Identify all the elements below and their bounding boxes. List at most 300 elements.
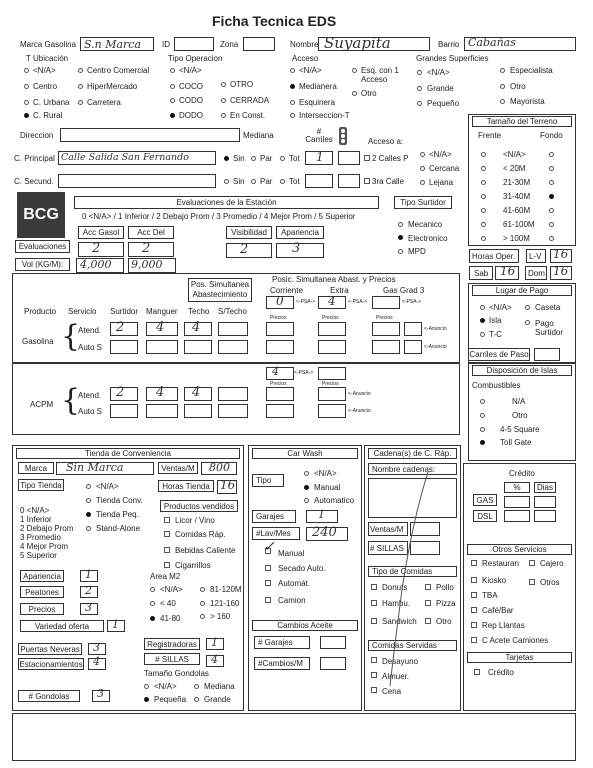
acpm-surtidor-value: 2: [116, 385, 125, 400]
producto-option: Comidas Ráp.: [175, 530, 226, 539]
ubicacion-option: Centro Comercial: [87, 66, 150, 75]
frente-radio[interactable]: [481, 194, 486, 199]
surtidor-title: Tipo Surtidor: [394, 196, 452, 209]
gas-manguer-value: 4: [156, 320, 165, 335]
frente-label: Frente: [478, 131, 502, 140]
carriles-secund-extra[interactable]: [338, 174, 360, 188]
acpm-auto-manguer[interactable]: [146, 404, 178, 418]
acc-del-header: Acc Del: [128, 226, 174, 239]
apariencia-header: Apariencia: [276, 226, 324, 239]
mediana-tot-radio-2[interactable]: [280, 179, 285, 184]
sin-label: Sin: [233, 154, 245, 163]
superficies-radio[interactable]: [500, 84, 505, 89]
acc-del-value: 2: [142, 241, 151, 256]
psa-label: <-PSA->: [296, 299, 316, 305]
carriles-principal-value: 1: [316, 150, 324, 164]
carriles-secund-field[interactable]: [305, 174, 333, 188]
gas-precio-4[interactable]: [404, 322, 422, 336]
otros-option: Rep Llantas: [482, 621, 525, 630]
acpm-auto-stecho[interactable]: [218, 404, 248, 418]
operacion-radio[interactable]: [221, 113, 226, 118]
extra-pos-value: 4: [328, 294, 336, 308]
gas-surtidor-value: 2: [116, 320, 125, 335]
tienda-title: Tienda de Conveniencia: [16, 448, 240, 459]
carwash-option-checkbox[interactable]: [265, 565, 271, 571]
credito-gas-dias-field[interactable]: [534, 496, 556, 508]
acpm-precio-3[interactable]: [266, 404, 294, 418]
operacion-option: En Const.: [230, 111, 266, 120]
tipo-tienda-radio[interactable]: [86, 498, 91, 503]
id-field[interactable]: [174, 37, 214, 51]
servida-checkbox[interactable]: [371, 672, 377, 678]
acceso-radio[interactable]: [290, 113, 295, 118]
barrio-label: Barrio: [438, 40, 460, 49]
islas-radio[interactable]: [480, 413, 485, 418]
otros-checkbox[interactable]: [471, 592, 477, 598]
peatones-value: 2: [85, 584, 92, 597]
gas-auto-manguer-field[interactable]: [146, 340, 178, 354]
carwash-tipo-option: Manual: [314, 483, 341, 492]
acceso-radio[interactable]: [290, 68, 295, 73]
tipo-tienda-option: Stand-Alone: [96, 524, 141, 533]
psa-label-4: <-PSA->: [294, 370, 314, 376]
frente-radio[interactable]: [481, 222, 486, 227]
precios-label-5: Precios: [322, 381, 339, 387]
otros-checkbox[interactable]: [529, 579, 535, 585]
gas-techo-value: 4: [192, 320, 201, 335]
producto-checkbox[interactable]: [164, 562, 170, 568]
fondo-radio[interactable]: [549, 222, 554, 227]
carwash-tipo-radio-selected[interactable]: [304, 485, 309, 490]
carwash-option: Manual: [278, 549, 305, 558]
area-radio[interactable]: [200, 614, 205, 619]
ubicacion-radio[interactable]: [78, 68, 83, 73]
comida-option: Hambu.: [382, 599, 411, 608]
puertas-label: Puertas Neveras: [18, 643, 82, 655]
cadena-ventas-label: Ventas/M: [370, 525, 404, 534]
ubicacion-radio[interactable]: [78, 100, 83, 105]
ubicacion-option: Carretera: [87, 98, 121, 107]
variedad-label: Variedad oferta: [20, 620, 104, 632]
cambios-mes-field[interactable]: [320, 657, 346, 670]
tarjetas-checkbox[interactable]: [474, 669, 480, 675]
superficies-option: Grande: [427, 84, 454, 93]
tamano-radio[interactable]: [194, 684, 199, 689]
carwash-option-checkbox[interactable]: [265, 580, 271, 586]
area-radio[interactable]: [150, 601, 155, 606]
producto-option: Cigarrillos: [175, 561, 211, 570]
operacion-option: <N/A>: [179, 66, 202, 75]
frente-radio[interactable]: [481, 236, 486, 241]
fondo-radio[interactable]: [549, 152, 554, 157]
islas-radio-selected[interactable]: [480, 440, 485, 445]
otros-option: Otros: [540, 578, 560, 587]
gas3-pos-field[interactable]: [372, 296, 400, 309]
mediana-sin-radio-2[interactable]: [224, 179, 229, 184]
carwash-tipo-radio[interactable]: [304, 498, 309, 503]
area-radio[interactable]: [200, 587, 205, 592]
nombre-value: Suyapita: [324, 34, 391, 52]
ubicacion-radio[interactable]: [24, 68, 29, 73]
tienda-apariencia-label: Apariencia: [20, 570, 64, 582]
producto-checkbox[interactable]: [164, 531, 170, 537]
anuncio-label-4: <-Anuncio: [348, 408, 371, 414]
ubicacion-radio[interactable]: [78, 84, 83, 89]
s-techo-label: S/Techo: [218, 307, 247, 316]
tipo-tienda-radio[interactable]: [86, 484, 91, 489]
operacion-label: Tipo Operacion: [168, 54, 223, 63]
carwash-option-checkbox[interactable]: [265, 597, 271, 603]
fondo-radio[interactable]: [549, 180, 554, 185]
acpm-stecho-field[interactable]: [218, 387, 248, 401]
credito-gas-label: GAS: [473, 494, 497, 506]
otros-checkbox[interactable]: [471, 607, 477, 613]
pago-radio[interactable]: [525, 305, 530, 310]
corriente-label: Corriente: [270, 286, 303, 295]
area-label: Area M2: [150, 572, 181, 581]
otros-checkbox[interactable]: [529, 560, 535, 566]
acpm-label: ACPM: [30, 400, 54, 409]
tipo-tienda-radio[interactable]: [86, 526, 91, 531]
acceso-na-label: <N/A>: [429, 150, 452, 159]
tamano-option: Pequeña: [154, 695, 187, 704]
tamano-option: Grande: [204, 695, 231, 704]
carwash-tipo-option: <N/A>: [314, 469, 337, 478]
psa-label-2: <-PSA->: [348, 299, 368, 305]
producto-checkbox[interactable]: [164, 517, 170, 523]
otros-title: Otros Servicios: [467, 544, 572, 555]
frente-radio[interactable]: [481, 166, 486, 171]
horas-label-box: [469, 249, 519, 263]
acceso-lejana-radio[interactable]: [420, 180, 425, 185]
fondo-radio[interactable]: [549, 166, 554, 171]
vol-label: Vol (KG/M):: [15, 258, 70, 271]
ubicacion-radio[interactable]: [24, 84, 29, 89]
traffic-light-icon: [336, 127, 350, 145]
estacionamientos-label: Estacionamientos: [19, 660, 83, 669]
carwash-tipo-option: Automatico: [314, 496, 355, 505]
gas-precio-5[interactable]: [266, 340, 294, 354]
mediana-par-radio-2[interactable]: [251, 179, 256, 184]
acceso-radio[interactable]: [352, 91, 357, 96]
superficies-radio[interactable]: [500, 99, 505, 104]
operacion-option: CERRADA: [230, 96, 270, 105]
producto-option: Licor / Vino: [175, 516, 215, 525]
credito-dsl-label: DSL: [473, 510, 497, 522]
acpm-auto-surtidor[interactable]: [110, 404, 138, 418]
producto-option: Bebidas Caliente: [175, 546, 236, 555]
zona-label: Zona: [220, 40, 239, 49]
dom-value: 16: [553, 264, 569, 278]
operacion-radio[interactable]: [170, 84, 175, 89]
tienda-scale-2: 2 Debajo Prom: [20, 524, 74, 533]
superficies-option: Especialista: [510, 66, 553, 75]
gas-atend-label: Atend.: [78, 326, 102, 335]
acpm-precio-1[interactable]: [266, 387, 294, 401]
pago-radio[interactable]: [480, 332, 485, 337]
operacion-radio[interactable]: [170, 98, 175, 103]
ubicacion-option: Centro: [33, 82, 58, 91]
lv-label-box: [526, 249, 546, 263]
tienda-ventas-label: Ventas/M: [158, 462, 198, 474]
islas-option: 4-5 Square: [500, 425, 540, 434]
ubicacion-option: HiperMercado: [87, 82, 138, 91]
islas-option: Otro: [512, 411, 528, 420]
islas-radio[interactable]: [480, 399, 485, 404]
tienda-scale-3: 3 Promedio: [20, 533, 61, 542]
pago-radio[interactable]: [525, 320, 530, 325]
tipo-comidas-title: Tipo de Comidas: [368, 566, 457, 577]
area-radio-selected[interactable]: [150, 616, 155, 621]
superficies-radio[interactable]: [417, 70, 422, 75]
mediana-sin-radio[interactable]: [224, 156, 229, 161]
lv-value: 16: [553, 247, 569, 261]
credito-gas-pct-field[interactable]: [504, 496, 530, 508]
otros-option: TBA: [482, 591, 498, 600]
comida-checkbox[interactable]: [371, 600, 377, 606]
acpm-techo-value: 4: [192, 385, 201, 400]
tamano-option: Mediana: [204, 682, 235, 691]
superficies-radio[interactable]: [500, 68, 505, 73]
calles-p-checkbox[interactable]: [364, 155, 370, 161]
superficies-radio[interactable]: [417, 101, 422, 106]
tot-label: Tot: [289, 154, 300, 163]
acceso-label: Acceso: [292, 54, 319, 63]
operacion-radio[interactable]: [221, 82, 226, 87]
operacion-radio[interactable]: [221, 98, 226, 103]
tienda-sillas-label: # SILLAS: [144, 653, 200, 665]
acpm-pos-field[interactable]: [266, 367, 294, 380]
acceso-option: Esq. con 1 Acceso: [361, 66, 399, 84]
direccion-label: Direccion: [20, 131, 54, 140]
otros-option: Kiosko: [482, 576, 507, 585]
acpm-precio-4[interactable]: [318, 404, 346, 418]
visibilidad-field[interactable]: [226, 243, 272, 258]
comments-box[interactable]: [12, 713, 576, 761]
acpm-precio-2[interactable]: [318, 387, 346, 401]
ubicacion-option: <N/A>: [33, 66, 56, 75]
terreno-size-label: 41-60M: [503, 206, 531, 215]
precios-label: Precios: [270, 315, 287, 321]
servida-checkbox[interactable]: [371, 657, 377, 663]
acceso-radio[interactable]: [352, 68, 357, 73]
lv-label: L-V: [529, 252, 542, 261]
registradoras-label: Registradoras: [144, 638, 200, 650]
tipo-tienda-radio-selected[interactable]: [86, 512, 91, 517]
zona-field[interactable]: [243, 37, 275, 51]
acpm-atend-label: Atend.: [78, 391, 102, 400]
acceso-radio[interactable]: [290, 100, 295, 105]
otros-checkbox[interactable]: [471, 560, 477, 566]
gas-precio-2[interactable]: [318, 322, 346, 336]
surtidor-option: MPD: [408, 247, 426, 256]
precios-label-4: Precios: [270, 381, 287, 387]
cadena-sillas-label: # SILLAS: [370, 544, 404, 553]
servida-option: Desayuno: [382, 657, 419, 666]
ubicacion-option: C. Rural: [33, 111, 63, 120]
carriles-label: # Carriles: [305, 127, 333, 144]
cadena-nombre-label: Nombre cadenas:: [368, 463, 457, 475]
pago-radio[interactable]: [480, 305, 485, 310]
otros-checkbox[interactable]: [471, 577, 477, 583]
operacion-option: CODO: [179, 96, 203, 105]
pago-option: Caseta: [535, 303, 561, 312]
credito-dias-label: Dias: [534, 482, 556, 493]
gas-auto-surtidor-field[interactable]: [110, 340, 138, 354]
frente-radio[interactable]: [481, 208, 486, 213]
acpm-pos-field-2[interactable]: [318, 367, 346, 380]
pago-title: Lugar de Pago: [472, 285, 572, 296]
gas-precio-8[interactable]: [404, 340, 422, 354]
carwash-option: Camion: [278, 596, 306, 605]
horas-label: Horas Oper.: [472, 252, 516, 261]
terreno-size-label: 21-30M: [503, 178, 531, 187]
tamano-radio[interactable]: [194, 697, 199, 702]
acceso-radio-selected[interactable]: [290, 84, 295, 89]
principal-value: Calle Salida San Fernando: [61, 152, 189, 163]
superficies-option: <N/A>: [427, 68, 450, 77]
credito-dsl-dias-field[interactable]: [534, 510, 556, 522]
area-radio[interactable]: [150, 587, 155, 592]
acc-del-field[interactable]: [128, 242, 174, 257]
direccion-field[interactable]: [60, 128, 240, 142]
ubicacion-option: C. Urbana: [33, 98, 70, 107]
acpm-manguer-value: 4: [156, 385, 165, 400]
frente-radio[interactable]: [481, 180, 486, 185]
tienda-precios-value: 3: [85, 601, 92, 614]
comida-option: Pizza: [436, 599, 456, 608]
tamano-label: Tamaño Gondolas: [144, 669, 209, 678]
comida-checkbox[interactable]: [371, 618, 377, 624]
area-option: 121-160: [210, 599, 240, 608]
fondo-radio[interactable]: [549, 236, 554, 241]
surtidor-option: Mecanico: [408, 220, 443, 229]
par-label: Par: [260, 154, 273, 163]
producto-checkbox[interactable]: [164, 547, 170, 553]
acpm-auto-label: Auto S: [78, 407, 103, 416]
cambios-garajes-field[interactable]: [320, 636, 346, 649]
puertas-value: 3: [93, 641, 100, 654]
gondolas-label: # Gondolas: [18, 690, 80, 702]
fondo-radio[interactable]: [549, 208, 554, 213]
principal-label: C. Principal: [14, 154, 55, 163]
tamano-option: <N/A>: [154, 682, 177, 691]
superficies-option: Pequeño: [427, 99, 460, 108]
carriles-paso-field[interactable]: [534, 348, 560, 361]
servida-checkbox[interactable]: [371, 687, 377, 693]
comida-checkbox[interactable]: [371, 584, 377, 590]
comida-option: Pollo: [436, 583, 454, 592]
pago-radio-selected[interactable]: [480, 318, 485, 323]
pago-option: Pago Surtidor: [535, 319, 564, 337]
acceso-lejana-label: Lejana: [429, 178, 454, 187]
registradoras-value: 1: [211, 636, 218, 649]
tienda-scale-5: 5 Superior: [20, 551, 57, 560]
ubicacion-radio-selected[interactable]: [24, 113, 29, 118]
operacion-radio-selected[interactable]: [170, 113, 175, 118]
gas-precio-1[interactable]: [266, 322, 294, 336]
fondo-radio-selected[interactable]: [549, 194, 554, 199]
acceso-option: Medianera: [299, 82, 337, 91]
superficies-radio[interactable]: [417, 86, 422, 91]
superficies-label: Grandes Superficies: [416, 54, 489, 63]
terreno-size-label: > 100M: [503, 234, 530, 243]
anuncio-label-3: <-Anuncio: [348, 391, 371, 397]
acceso-option: Interseccion-T: [299, 111, 350, 120]
servida-option: Almuer.: [382, 672, 410, 681]
gas3-label: Gas Grad 3: [383, 286, 425, 295]
otros-checkbox[interactable]: [471, 637, 477, 643]
ubicacion-radio[interactable]: [24, 100, 29, 105]
otros-checkbox[interactable]: [471, 622, 477, 628]
gas-auto-stecho-field[interactable]: [218, 340, 248, 354]
cadena-pen-stroke: [380, 470, 440, 690]
cambios-mes-label: #Cambios/M: [254, 657, 310, 670]
islas-radio[interactable]: [480, 427, 485, 432]
precios-label-3: Precios: [376, 315, 393, 321]
mediana-tot-radio[interactable]: [280, 156, 285, 161]
acceso-na-radio[interactable]: [420, 152, 425, 157]
tipo-tienda-option: Tienda Peq.: [96, 510, 139, 519]
carwash-tipo-radio[interactable]: [304, 471, 309, 476]
gas-precio-3[interactable]: [372, 322, 400, 336]
carriles-extra-field[interactable]: [338, 151, 360, 165]
anuncio-label-2: <-Anuncio: [424, 344, 447, 350]
operacion-radio[interactable]: [170, 68, 175, 73]
tamano-radio[interactable]: [144, 684, 149, 689]
tienda-marca-value: Sin Marca: [66, 461, 124, 474]
secund-field[interactable]: [58, 174, 216, 188]
dom-label-box: [525, 266, 547, 280]
servidas-title: Comidas Servidas: [368, 640, 457, 651]
frente-radio[interactable]: [481, 152, 486, 157]
operacion-option: COCO: [179, 82, 203, 91]
surtidor-radio-selected[interactable]: [398, 235, 403, 240]
posic-label: Posic. Simultanea Abast. y Precios: [272, 275, 396, 284]
area-radio[interactable]: [200, 601, 205, 606]
surtidor-radio[interactable]: [398, 222, 403, 227]
evaluaciones-title: Evaluaciones de la Estación: [74, 196, 379, 209]
acceso-cercana-radio[interactable]: [420, 166, 425, 171]
servicio-label: Servicio: [68, 307, 97, 316]
calle3-checkbox[interactable]: [364, 178, 370, 184]
tipo-tienda-label: Tipo Tienda: [18, 479, 64, 491]
marca-value: S.n Marca: [84, 38, 142, 51]
operacion-option: OTRO: [230, 80, 254, 89]
carwash-option: Secado Auto.: [278, 564, 326, 573]
tamano-radio-selected[interactable]: [144, 697, 149, 702]
dom-label: Dom: [528, 269, 545, 278]
cambios-garajes-label: # Garajes: [254, 636, 310, 649]
combustibles-label: Combustibles: [472, 381, 521, 390]
acpm-auto-techo[interactable]: [184, 404, 212, 418]
surtidor-radio[interactable]: [398, 249, 403, 254]
precios-label-2: Precios: [322, 315, 339, 321]
gas-precio-7[interactable]: [372, 340, 400, 354]
area-option: < 40: [160, 599, 176, 608]
mediana-par-radio[interactable]: [251, 156, 256, 161]
carriles-paso-label: Carriles de Paso: [469, 350, 529, 359]
tienda-sillas-value: 4: [211, 653, 218, 666]
credito-dsl-pct-field[interactable]: [504, 510, 530, 522]
acc-gasol-field[interactable]: [78, 242, 124, 257]
gas-precio-6[interactable]: [318, 340, 346, 354]
area-option: 81-120M: [210, 585, 242, 594]
gas-stecho-field[interactable]: [218, 322, 248, 336]
terreno-size-label: 31-40M: [503, 192, 531, 201]
terreno-size-label: 61-100M: [503, 220, 535, 229]
gas-auto-techo-field[interactable]: [184, 340, 212, 354]
